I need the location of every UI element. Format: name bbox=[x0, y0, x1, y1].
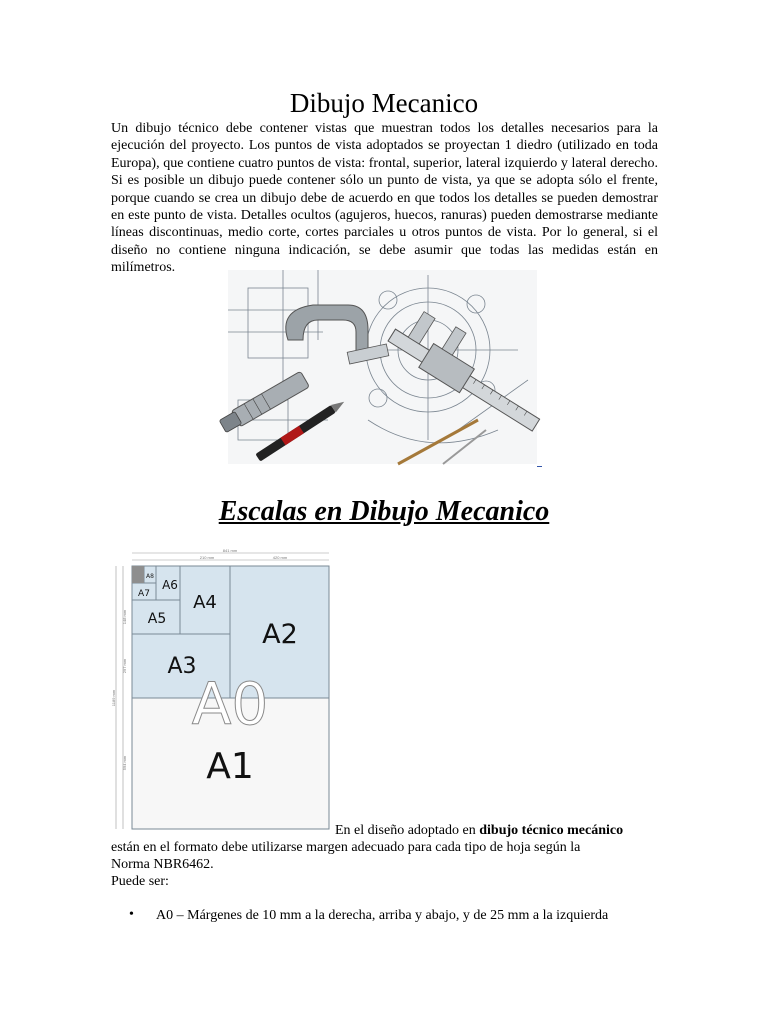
label-a3: A3 bbox=[167, 654, 197, 679]
label-a7: A7 bbox=[138, 589, 150, 599]
dim-top-total: 841 mm bbox=[222, 548, 238, 553]
page-title: Dibujo Mecanico bbox=[289, 88, 479, 118]
caliper-photo-illustration bbox=[228, 270, 537, 464]
label-a5: A5 bbox=[147, 611, 167, 627]
bullet-label: A0 – bbox=[156, 908, 188, 923]
dim-top-left: 210 mm bbox=[199, 555, 215, 560]
photo-link-mark bbox=[537, 466, 542, 467]
formats-intro-prefix: En el diseño adoptado en bbox=[335, 823, 480, 838]
a8-cell bbox=[132, 566, 144, 583]
formats-paragraph bbox=[111, 839, 671, 890]
dim-top-right: 420 mm bbox=[272, 555, 288, 560]
label-a6: A6 bbox=[162, 578, 178, 592]
label-a1: A1 bbox=[206, 746, 254, 787]
section-heading: Escalas en Dibujo Mecanico bbox=[218, 496, 550, 527]
dim-left-a1: 594 mm bbox=[122, 755, 127, 771]
intro-paragraph: Un dibujo técnico debe contener vistas que muestran todos los detalles necesarios para la ejecución del proyecto. Los puntos de vista adoptados se proyectan 1 diedro (utilizado en toda Europa), que contiene cuatro puntos de vista: frontal, superior, lateral izquierdo y lateral derecho. Si es posible un dibujo puede contener sólo un punto de vista, ya que se adopta sólo el frente, porque cuando se crea un dibujo debe de acuerdo en que todos los detalles se pueden demostrar en este punto de vista. Detalles ocultos (agujeros, huecos, ranuras) pueden demostrarse mediante líneas discontinuas, medio corte, cortes parciales u otros puntos de vista. Por lo general, si el diseño no contiene ninguna indicación, se debe asumir que todas las medidas están en milímetros. bbox=[111, 121, 658, 276]
caliper-photo bbox=[228, 270, 537, 464]
bullet-dot: • bbox=[129, 907, 134, 922]
dim-left-total: 1189 mm bbox=[111, 689, 116, 707]
label-a8: A8 bbox=[146, 573, 154, 580]
paper-formats-diagram bbox=[112, 548, 334, 830]
label-a4: A4 bbox=[193, 592, 217, 613]
bullet-text bbox=[156, 907, 608, 924]
bullet-body: Márgenes de 10 mm a la derecha, arriba y abajo, y de 25 mm a la izquierda bbox=[187, 908, 609, 923]
formats-paragraph-line3: Puede ser: bbox=[111, 874, 169, 889]
formats-intro-line bbox=[335, 822, 623, 839]
formats-paragraph-line2: Norma NBR6462. bbox=[111, 857, 214, 872]
dim-left-a3: 297 mm bbox=[122, 658, 127, 674]
formats-paragraph-line1: están en el formato debe utilizarse margen adecuado para cada tipo de hoja según la bbox=[111, 840, 581, 855]
label-a2: A2 bbox=[262, 619, 298, 650]
formats-intro-bold: dibujo técnico mecánico bbox=[479, 823, 624, 838]
dim-left-a5: 148 mm bbox=[122, 609, 127, 625]
label-a0: A0 bbox=[191, 670, 269, 738]
